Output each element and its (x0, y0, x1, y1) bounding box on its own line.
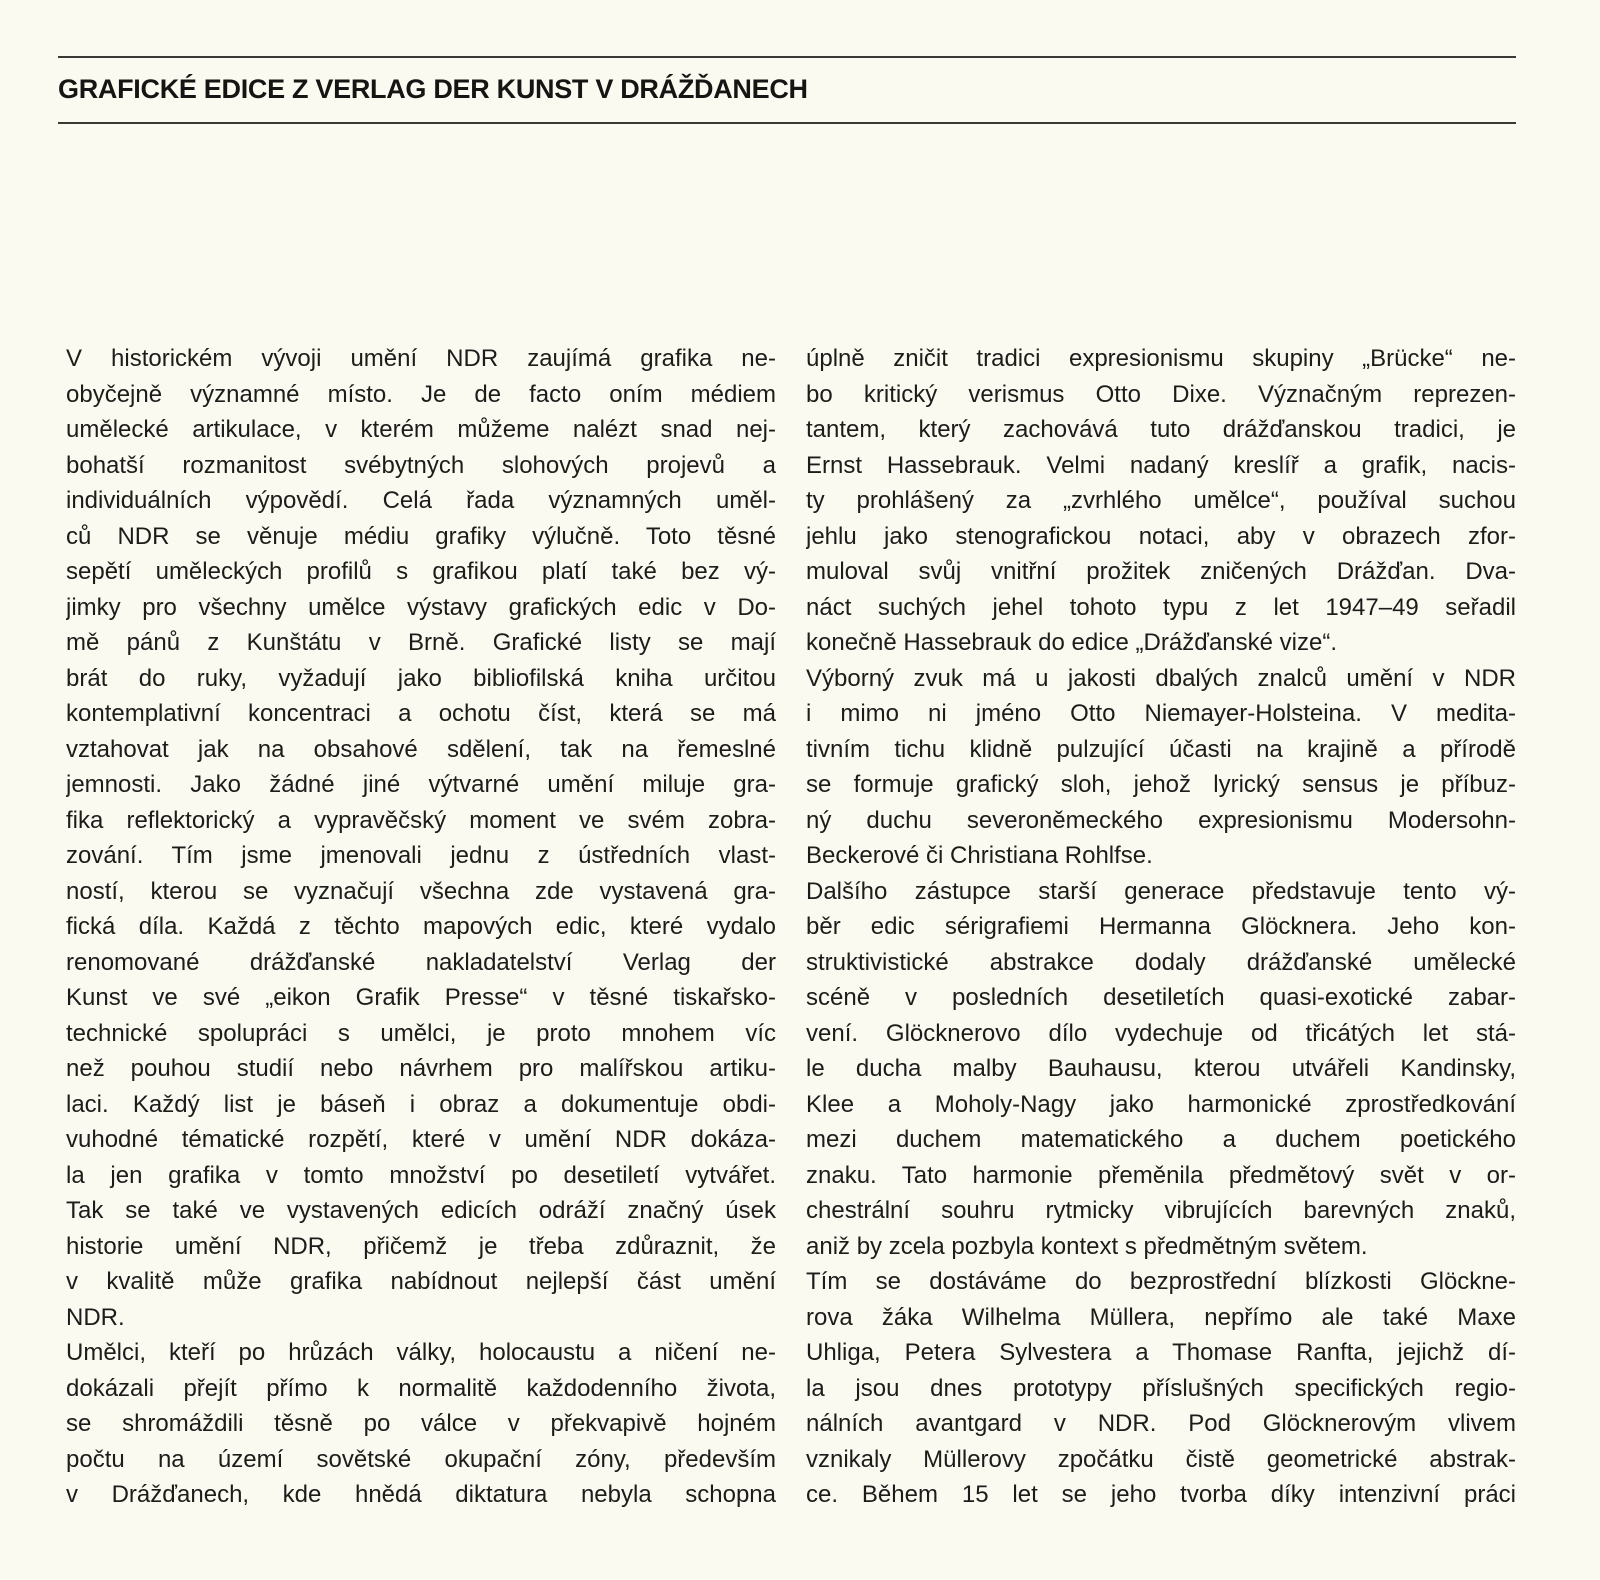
text-line: historie umění NDR, přičemž je třeba zdůraznit, že (66, 1232, 776, 1260)
top-rule (58, 56, 1516, 58)
text-line: ný duchu severoněmeckého expresionismu Modersohn- (806, 806, 1516, 834)
text-line: vznikaly Müllerovy zpočátku čistě geometrické abstrak- (806, 1445, 1516, 1473)
text-line: konečně Hassebrauk do edice „Drážďanské vize“. (806, 629, 1338, 656)
text-line: Beckerové či Christiana Rohlfse. (806, 842, 1153, 869)
text-line: ty prohlášený za „zvrhlého umělce“, používal suchou (806, 487, 1516, 514)
text-line: dokázali přejít přímo k normalitě každodenního života, (66, 1374, 776, 1402)
paragraph (806, 341, 1516, 661)
text-line: než pouhou studií nebo návrhem pro malířskou artiku- (66, 1055, 776, 1082)
text-line: zování. Tím jsme jmenovali jednu z ústředních vlast- (66, 842, 776, 869)
text-line: mě pánů z Kunštátu v Brně. Grafické listy se mají (66, 629, 776, 656)
text-column-right (806, 341, 1516, 1513)
text-line: nálních avantgard v NDR. Pod Glöcknerovým vlivem (806, 1410, 1516, 1437)
page-title: GRAFICKÉ EDICE Z VERLAG DER KUNST V DRÁŽĎANECH (58, 74, 808, 104)
text-line: scéně v posledních desetiletích quasi-exotické zabar- (806, 984, 1516, 1011)
text-line: vení. Glöcknerovo dílo vydechuje od třicátých let stá- (806, 1019, 1516, 1047)
text-line: fika reflektorický a vypravěčský moment ve svém zobra- (66, 806, 776, 834)
text-line: sepětí uměleckých profilů s grafikou platí také bez vý- (66, 558, 776, 585)
text-line: Umělci, kteří po hrůzách války, holocaustu a ničení ne- (66, 1339, 776, 1366)
paragraph (66, 341, 776, 1335)
text-line: ností, kterou se vyznačují všechna zde vystavená gra- (66, 877, 776, 905)
text-line: brát do ruky, vyžadují jako bibliofilská kniha určitou (66, 664, 776, 692)
text-line: mezi duchem matematického a duchem poetického (806, 1126, 1516, 1153)
text-line: Kunst ve své „eikon Grafik Presse“ v těsné tiskařsko- (66, 984, 776, 1011)
text-line: ce. Během 15 let se jeho tvorba díky intenzivní práci (806, 1481, 1516, 1508)
paragraph (806, 661, 1516, 874)
text-line: Tak se také ve vystavených edicích odráží značný úsek (66, 1197, 776, 1224)
text-line: NDR. (66, 1303, 125, 1331)
text-line: rova žáka Wilhelma Müllera, nepřímo ale také Maxe (806, 1303, 1516, 1331)
text-line: la jen grafika v tomto množství po desetiletí vytvářet. (66, 1161, 776, 1189)
text-line: tivním tichu klidně pulzující účasti na krajině a přírodě (806, 735, 1516, 763)
text-line: chestrální souhru rytmicky vibrujících barevných znaků, (806, 1197, 1516, 1224)
text-line: individuálních výpovědí. Celá řada významných uměl- (66, 487, 776, 514)
text-line: muloval svůj vnitřní prožitek zničených Drážďan. Dva- (806, 558, 1516, 585)
text-line: umělecké artikulace, v kterém můžeme nalézt snad nej- (66, 416, 776, 443)
text-line: Tím se dostáváme do bezprostřední blízkosti Glöckne- (806, 1268, 1516, 1295)
text-line: jehlu jako stenografickou notaci, aby v obrazech zfor- (806, 522, 1516, 550)
text-line: Ernst Hassebrauk. Velmi nadaný kreslíř a grafik, nacis- (806, 451, 1516, 479)
text-line: úplně zničit tradici expresionismu skupiny „Brücke“ ne- (806, 345, 1516, 372)
text-line: v Drážďanech, kde hnědá diktatura nebyla schopna (66, 1481, 776, 1508)
text-line: běr edic sérigrafiemi Hermanna Glöcknera. Jeho kon- (806, 913, 1516, 940)
text-line: bohatší rozmanitost svébytných slohových projevů a (66, 451, 776, 479)
text-line: se shromáždili těsně po válce v překvapivě hojném (66, 1410, 776, 1437)
text-line: vuhodné tématické rozpětí, které v umění NDR dokáza- (66, 1126, 776, 1153)
paragraph (806, 1264, 1516, 1513)
text-line: renomované drážďanské nakladatelství Verlag der (66, 948, 776, 976)
text-line: le ducha malby Bauhausu, kterou utvářeli Kandinsky, (806, 1055, 1516, 1082)
text-line: se formuje grafický sloh, jehož lyrický sensus je příbuz- (806, 771, 1516, 798)
text-line: fická díla. Každá z těchto mapových edic, které vydalo (66, 913, 776, 940)
text-line: technické spolupráci s umělci, je proto mnohem víc (66, 1019, 776, 1047)
text-line: aniž by zcela pozbyla kontext s předmětným světem. (806, 1232, 1368, 1260)
text-line: vztahovat jak na obsahové sdělení, tak na řemeslné (66, 735, 776, 763)
text-line: V historickém vývoji umění NDR zaujímá grafika ne- (66, 345, 776, 372)
text-line: laci. Každý list je báseň i obraz a dokumentuje obdi- (66, 1090, 776, 1118)
text-line: tantem, který zachovává tuto drážďanskou tradici, je (806, 416, 1516, 443)
paragraph (806, 874, 1516, 1265)
text-line: v kvalitě může grafika nabídnout nejlepší část umění (66, 1268, 776, 1295)
text-line: Uhliga, Petera Sylvestera a Thomase Ranfta, jejichž dí- (806, 1339, 1516, 1366)
text-line: obyčejně významné místo. Je de facto oním médiem (66, 380, 776, 408)
text-column-left (66, 341, 776, 1513)
text-line: počtu na území sovětské okupační zóny, především (66, 1445, 776, 1473)
paragraph (66, 1335, 776, 1513)
text-line: struktivistické abstrakce dodaly drážďanské umělecké (806, 948, 1516, 976)
text-line: Výborný zvuk má u jakosti dbalých znalců umění v NDR (806, 664, 1516, 692)
text-line: náct suchých jehel tohoto typu z let 1947–49 seřadil (806, 593, 1516, 621)
text-line: Dalšího zástupce starší generace představuje tento vý- (806, 877, 1516, 905)
text-line: kontemplativní koncentraci a ochotu číst, která se má (66, 700, 776, 727)
title-underline-rule (58, 122, 1516, 124)
text-line: jemnosti. Jako žádné jiné výtvarné umění miluje gra- (66, 771, 776, 798)
text-line: i mimo ni jméno Otto Niemayer-Holsteina. V medita- (806, 700, 1516, 727)
text-line: jimky pro všechny umělce výstavy grafických edic v Do- (66, 593, 776, 621)
text-line: ců NDR se věnuje médiu grafiky výlučně. Toto těsné (66, 522, 776, 550)
text-line: la jsou dnes prototypy příslušných specifických regio- (806, 1374, 1516, 1402)
text-line: Klee a Moholy-Nagy jako harmonické zprostředkování (806, 1090, 1516, 1118)
text-line: znaku. Tato harmonie přeměnila předmětový svět v or- (806, 1161, 1516, 1189)
text-line: bo kritický verismus Otto Dixe. Význačným reprezen- (806, 380, 1516, 408)
